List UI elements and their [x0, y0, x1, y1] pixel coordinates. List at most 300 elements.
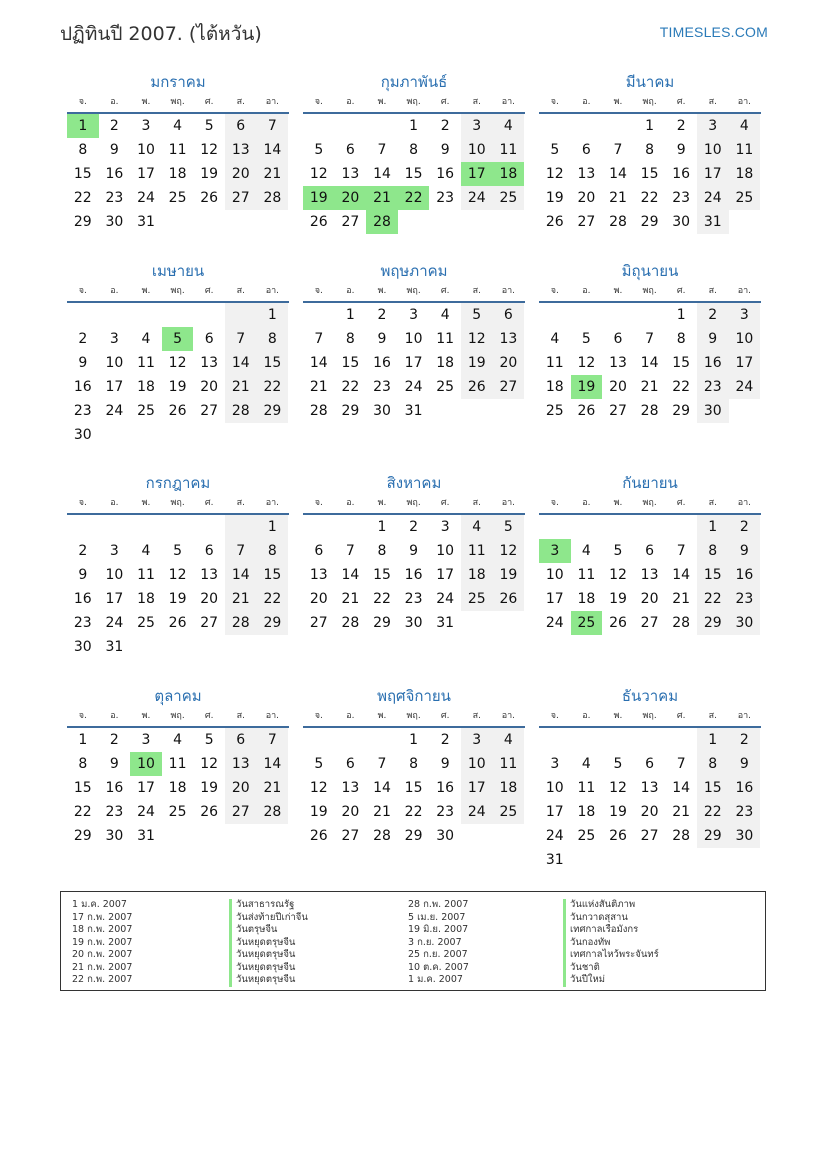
day-cell: 14: [373, 780, 391, 796]
weekday-header: [539, 494, 761, 515]
day-cell: 3: [697, 114, 729, 138]
day-cell: 10: [545, 567, 564, 583]
empty-day-cell: [162, 423, 194, 447]
weekday-label: อ.: [582, 97, 591, 107]
day-cell: 7: [377, 756, 387, 772]
day-cell: 14: [257, 752, 289, 776]
day-cell: 12: [200, 756, 219, 772]
empty-day-cell: [634, 728, 666, 752]
weekday-header: [539, 282, 761, 303]
month-name: กรกฎาคม: [145, 474, 211, 492]
day-cell: 24: [105, 403, 124, 419]
empty-day-cell: [67, 303, 99, 327]
day-cell: 13: [640, 567, 659, 583]
day-cell: 15: [697, 563, 729, 587]
day-cell: 20: [341, 804, 360, 820]
day-cell: 16: [73, 591, 92, 607]
days-grid: [539, 114, 761, 234]
day-cell: 21: [672, 591, 691, 607]
weekday-label: ส.: [708, 286, 717, 296]
site-brand-link[interactable]: TIMESLES.COM: [659, 24, 768, 40]
day-cell: 6: [204, 331, 214, 347]
day-cell: 12: [577, 355, 596, 371]
day-cell: 22: [73, 804, 92, 820]
holiday-legend: [60, 891, 766, 991]
day-cell: 5: [204, 732, 214, 748]
month-block: [67, 685, 289, 848]
weekday-label: จ.: [314, 498, 323, 508]
day-cell: 23: [697, 375, 729, 399]
holiday-day-cell: 3: [539, 539, 571, 563]
weekday-header: [67, 93, 289, 114]
day-cell: 9: [440, 142, 450, 158]
day-cell: 27: [200, 403, 219, 419]
day-cell: 15: [73, 780, 92, 796]
empty-day-cell: [193, 635, 225, 659]
day-cell: 16: [697, 351, 729, 375]
empty-day-cell: [366, 114, 398, 138]
day-cell: 12: [168, 567, 187, 583]
day-cell: 27: [309, 615, 328, 631]
day-cell: 11: [493, 752, 525, 776]
day-cell: 2: [729, 515, 761, 539]
empty-day-cell: [571, 728, 603, 752]
legend-date: 1 ม.ค. 2007: [408, 974, 463, 985]
day-cell: 29: [373, 615, 391, 631]
day-cell: 30: [672, 214, 691, 230]
day-cell: 19: [493, 563, 525, 587]
day-cell: 27: [225, 186, 257, 210]
holiday-day-cell: 21: [366, 186, 398, 210]
weekday-label: อา.: [265, 711, 280, 721]
day-cell: 8: [78, 756, 88, 772]
day-cell: 19: [168, 591, 187, 607]
day-cell: 26: [577, 403, 596, 419]
days-grid: [67, 303, 289, 447]
day-cell: 14: [640, 355, 659, 371]
day-cell: 17: [105, 379, 124, 395]
day-cell: 17: [545, 591, 564, 607]
empty-day-cell: [257, 210, 289, 234]
holiday-day-cell: 10: [130, 752, 162, 776]
day-cell: 26: [493, 587, 525, 611]
weekday-header: [67, 282, 289, 303]
empty-day-cell: [429, 210, 461, 234]
month-block: [303, 71, 525, 234]
day-cell: 29: [341, 403, 360, 419]
day-cell: 31: [404, 403, 423, 419]
legend-date: 19 มิ.ย. 2007: [408, 924, 469, 935]
legend-names-column-1: [229, 899, 308, 987]
day-cell: 10: [697, 138, 729, 162]
day-cell: 25: [493, 800, 525, 824]
day-cell: 21: [225, 375, 257, 399]
weekday-label: ส.: [708, 498, 717, 508]
day-cell: 8: [697, 539, 729, 563]
day-cell: 24: [461, 186, 493, 210]
day-cell: 1: [697, 515, 729, 539]
day-cell: 29: [404, 828, 423, 844]
day-cell: 2: [440, 118, 450, 134]
month-block: [303, 260, 525, 423]
day-cell: 18: [461, 563, 493, 587]
day-cell: 12: [200, 142, 219, 158]
day-cell: 4: [440, 307, 450, 323]
day-cell: 10: [461, 752, 493, 776]
weekday-label: จ.: [78, 97, 87, 107]
day-cell: 30: [436, 828, 455, 844]
empty-day-cell: [634, 848, 666, 872]
empty-day-cell: [193, 210, 225, 234]
empty-day-cell: [602, 728, 634, 752]
holiday-day-cell: 1: [67, 114, 99, 138]
day-cell: 7: [345, 543, 355, 559]
day-cell: 13: [493, 327, 525, 351]
day-cell: 16: [729, 776, 761, 800]
empty-day-cell: [729, 210, 761, 234]
empty-day-cell: [162, 210, 194, 234]
empty-day-cell: [162, 303, 194, 327]
legend-date: 28 ก.พ. 2007: [408, 899, 469, 910]
weekday-label: พฤ.: [406, 286, 421, 296]
legend-date: 1 ม.ค. 2007: [72, 899, 127, 910]
day-cell: 26: [309, 828, 328, 844]
empty-day-cell: [257, 635, 289, 659]
day-cell: 1: [697, 728, 729, 752]
empty-day-cell: [162, 635, 194, 659]
empty-day-cell: [366, 728, 398, 752]
day-cell: 11: [137, 567, 155, 583]
empty-day-cell: [539, 303, 571, 327]
empty-day-cell: [493, 210, 525, 234]
weekday-label: พฤ.: [406, 97, 421, 107]
day-cell: 30: [729, 824, 761, 848]
legend-date: 17 ก.พ. 2007: [72, 911, 133, 923]
day-cell: 14: [309, 355, 328, 371]
day-cell: 28: [257, 186, 289, 210]
day-cell: 19: [545, 190, 564, 206]
month-block: [539, 71, 761, 234]
month-block: [303, 685, 525, 848]
day-cell: 22: [257, 375, 289, 399]
weekday-label: ศ.: [676, 498, 686, 508]
weekday-header: [67, 707, 289, 728]
empty-day-cell: [335, 515, 367, 539]
day-cell: 13: [309, 567, 328, 583]
day-cell: 25: [137, 615, 155, 631]
legend-date: 3 ก.ย. 2007: [408, 936, 462, 948]
day-cell: 30: [404, 615, 423, 631]
empty-day-cell: [225, 423, 257, 447]
empty-day-cell: [634, 515, 666, 539]
day-cell: 26: [309, 214, 328, 230]
day-cell: 8: [676, 331, 686, 347]
weekday-label: พ.: [613, 498, 623, 508]
day-cell: 13: [225, 752, 257, 776]
day-cell: 7: [645, 331, 655, 347]
day-cell: 2: [109, 732, 119, 748]
day-cell: 22: [404, 804, 423, 820]
day-cell: 24: [404, 379, 423, 395]
day-cell: 3: [461, 728, 493, 752]
day-cell: 15: [672, 355, 691, 371]
weekday-header: [303, 494, 525, 515]
day-cell: 10: [545, 780, 564, 796]
day-cell: 20: [493, 351, 525, 375]
day-cell: 2: [377, 307, 387, 323]
day-cell: 17: [436, 567, 455, 583]
weekday-header: [303, 93, 525, 114]
day-cell: 18: [168, 166, 187, 182]
day-cell: 31: [137, 828, 155, 844]
day-cell: 28: [672, 828, 691, 844]
day-cell: 15: [257, 563, 289, 587]
day-cell: 6: [493, 303, 525, 327]
day-cell: 30: [73, 639, 92, 655]
empty-day-cell: [99, 515, 131, 539]
days-grid: [539, 515, 761, 635]
day-cell: 27: [341, 214, 360, 230]
month-block: [303, 472, 525, 635]
day-cell: 16: [404, 567, 423, 583]
days-grid: [303, 728, 525, 848]
day-cell: 25: [545, 403, 564, 419]
weekday-label: ส.: [708, 97, 717, 107]
day-cell: 16: [729, 563, 761, 587]
day-cell: 6: [345, 142, 355, 158]
day-cell: 16: [436, 166, 455, 182]
day-cell: 15: [73, 166, 92, 182]
day-cell: 11: [436, 331, 455, 347]
day-cell: 6: [225, 728, 257, 752]
legend-holiday-name: วันสาธารณรัฐ: [229, 899, 308, 912]
day-cell: 6: [581, 142, 591, 158]
weekday-label: อ.: [110, 286, 119, 296]
day-cell: 29: [697, 611, 729, 635]
weekday-label: อา.: [737, 97, 752, 107]
day-cell: 5: [314, 756, 324, 772]
weekday-label: พฤ.: [642, 286, 657, 296]
day-cell: 23: [404, 591, 423, 607]
day-cell: 27: [577, 214, 596, 230]
day-cell: 31: [697, 210, 729, 234]
legend-date: 18 ก.พ. 2007: [72, 924, 133, 935]
day-cell: 3: [141, 732, 151, 748]
day-cell: 21: [640, 379, 659, 395]
month-block: [539, 472, 761, 635]
day-cell: 19: [609, 591, 627, 607]
month-name: มิถุนายน: [621, 262, 679, 280]
empty-day-cell: [303, 303, 335, 327]
day-cell: 1: [676, 307, 686, 323]
day-cell: 18: [577, 804, 596, 820]
day-cell: 23: [436, 190, 455, 206]
empty-day-cell: [257, 824, 289, 848]
day-cell: 10: [436, 543, 455, 559]
weekday-label: พ.: [613, 286, 623, 296]
day-cell: 4: [493, 728, 525, 752]
weekday-label: จ.: [314, 97, 323, 107]
day-cell: 1: [377, 519, 387, 535]
day-cell: 19: [461, 351, 493, 375]
day-cell: 16: [436, 780, 455, 796]
day-cell: 22: [373, 591, 391, 607]
day-cell: 9: [78, 567, 88, 583]
empty-day-cell: [729, 399, 761, 423]
day-cell: 2: [109, 118, 119, 134]
holiday-day-cell: 5: [162, 327, 194, 351]
day-cell: 27: [341, 828, 360, 844]
day-cell: 24: [545, 828, 564, 844]
weekday-label: พฤ.: [170, 286, 185, 296]
legend-holiday-name: วันหยุดตรุษจีน: [229, 949, 308, 962]
day-cell: 3: [729, 303, 761, 327]
weekday-label: ส.: [472, 97, 481, 107]
day-cell: 11: [577, 567, 596, 583]
day-cell: 30: [105, 828, 124, 844]
day-cell: 5: [314, 142, 324, 158]
day-cell: 5: [613, 543, 623, 559]
day-cell: 20: [309, 591, 328, 607]
day-cell: 28: [225, 399, 257, 423]
month-name: สิงหาคม: [386, 474, 442, 492]
day-cell: 5: [461, 303, 493, 327]
day-cell: 13: [225, 138, 257, 162]
day-cell: 3: [141, 118, 151, 134]
day-cell: 9: [697, 327, 729, 351]
weekday-label: พฤ.: [642, 498, 657, 508]
day-cell: 10: [105, 355, 124, 371]
weekday-label: พฤ.: [642, 97, 657, 107]
day-cell: 25: [168, 190, 187, 206]
day-cell: 12: [309, 166, 328, 182]
day-cell: 13: [609, 355, 627, 371]
day-cell: 7: [613, 142, 623, 158]
empty-day-cell: [429, 399, 461, 423]
month-name: ธันวาคม: [621, 687, 679, 705]
day-cell: 14: [225, 563, 257, 587]
legend-holiday-name: วันส่งท้ายปีเก่าจีน: [229, 912, 308, 925]
day-cell: 3: [550, 756, 560, 772]
weekday-label: พ.: [613, 711, 623, 721]
empty-day-cell: [602, 515, 634, 539]
day-cell: 23: [73, 615, 92, 631]
day-cell: 12: [493, 539, 525, 563]
day-cell: 6: [345, 756, 355, 772]
weekday-label: อา.: [737, 286, 752, 296]
day-cell: 8: [257, 539, 289, 563]
empty-day-cell: [335, 728, 367, 752]
days-grid: [539, 728, 761, 872]
days-grid: [303, 303, 525, 423]
month-name: มีนาคม: [625, 73, 675, 91]
day-cell: 23: [729, 800, 761, 824]
day-cell: 7: [676, 543, 686, 559]
legend-holiday-name: วันตรุษจีน: [229, 924, 308, 937]
day-cell: 23: [105, 190, 124, 206]
weekday-label: อา.: [265, 498, 280, 508]
day-cell: 5: [173, 543, 183, 559]
empty-day-cell: [729, 848, 761, 872]
day-cell: 29: [672, 403, 691, 419]
day-cell: 6: [645, 756, 655, 772]
day-cell: 15: [640, 166, 659, 182]
empty-day-cell: [493, 399, 525, 423]
day-cell: 17: [729, 351, 761, 375]
day-cell: 27: [493, 375, 525, 399]
weekday-label: จ.: [550, 498, 559, 508]
month-block: [539, 685, 761, 872]
day-cell: 29: [697, 824, 729, 848]
day-cell: 2: [440, 732, 450, 748]
empty-day-cell: [193, 824, 225, 848]
month-name: กันยายน: [622, 474, 678, 492]
holiday-day-cell: 19: [303, 186, 335, 210]
days-grid: [67, 728, 289, 848]
day-cell: 20: [640, 804, 659, 820]
empty-day-cell: [335, 114, 367, 138]
month-name: มกราคม: [150, 73, 206, 91]
day-cell: 23: [373, 379, 391, 395]
day-cell: 8: [409, 142, 419, 158]
day-cell: 30: [729, 611, 761, 635]
weekday-label: พ.: [613, 97, 623, 107]
day-cell: 7: [377, 142, 387, 158]
day-cell: 26: [200, 804, 219, 820]
day-cell: 16: [105, 780, 124, 796]
holiday-day-cell: 28: [366, 210, 398, 234]
day-cell: 15: [257, 351, 289, 375]
weekday-label: พ.: [141, 711, 151, 721]
empty-day-cell: [539, 728, 571, 752]
day-cell: 2: [409, 519, 419, 535]
weekday-label: จ.: [314, 711, 323, 721]
day-cell: 31: [105, 639, 124, 655]
days-grid: [67, 515, 289, 659]
empty-day-cell: [193, 423, 225, 447]
empty-day-cell: [303, 114, 335, 138]
day-cell: 12: [545, 166, 564, 182]
day-cell: 31: [137, 214, 155, 230]
legend-date: 20 ก.พ. 2007: [72, 949, 133, 960]
day-cell: 30: [105, 214, 124, 230]
empty-day-cell: [225, 210, 257, 234]
legend-holiday-name: วันหยุดตรุษจีน: [229, 974, 308, 987]
day-cell: 10: [105, 567, 124, 583]
day-cell: 25: [137, 403, 155, 419]
weekday-label: ศ.: [440, 711, 450, 721]
weekday-label: ส.: [472, 286, 481, 296]
day-cell: 22: [73, 190, 92, 206]
day-cell: 12: [309, 780, 328, 796]
weekday-header: [539, 93, 761, 114]
day-cell: 9: [109, 142, 119, 158]
day-cell: 21: [309, 379, 328, 395]
day-cell: 20: [225, 162, 257, 186]
day-cell: 4: [461, 515, 493, 539]
day-cell: 11: [461, 539, 493, 563]
empty-day-cell: [461, 824, 493, 848]
day-cell: 9: [729, 539, 761, 563]
day-cell: 10: [461, 138, 493, 162]
weekday-label: อา.: [501, 286, 516, 296]
day-cell: 14: [672, 567, 691, 583]
day-cell: 5: [550, 142, 560, 158]
day-cell: 7: [225, 327, 257, 351]
empty-day-cell: [461, 210, 493, 234]
day-cell: 28: [257, 800, 289, 824]
weekday-label: ศ.: [440, 498, 450, 508]
